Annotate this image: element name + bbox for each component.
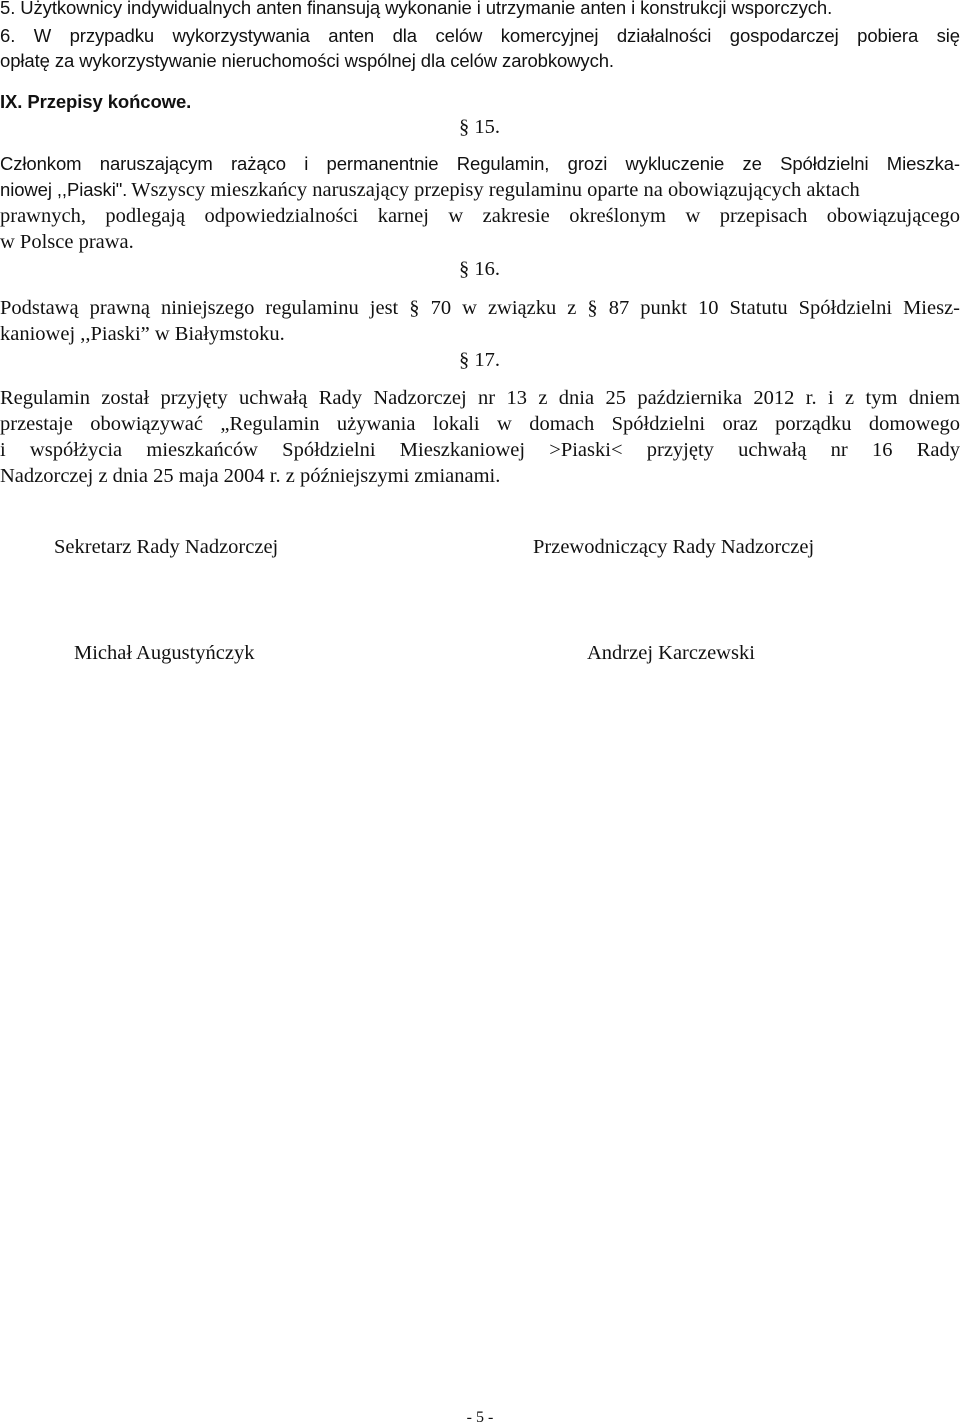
- section-16-number: § 16.: [459, 258, 500, 280]
- paragraph-6-line-2: opłatę za wykorzystywanie nieruchomości wspólnej dla celów zarobkowych.: [0, 50, 614, 71]
- section-17-line-1: Regulamin został przyjęty uchwałą Rady Nadzorczej nr 13 z dnia 25 października 2012 r. i z tym dniem: [0, 387, 960, 409]
- signature-left-title: Sekretarz Rady Nadzorczej: [54, 536, 279, 558]
- section-15-line-4: w Polsce prawa.: [0, 231, 134, 253]
- signature-right-title: Przewodniczący Rady Nadzorczej: [533, 536, 815, 558]
- section-17-line-3: i współżycia mieszkańców Spółdzielni Mieszkaniowej >Piaski< przyjęty uchwałą nr 16 Rady: [0, 439, 960, 461]
- section-15-line-1: Członkom naruszającym rażąco i permanentnie Regulamin, grozi wykluczenie ze Spółdzielni Mieszka-: [0, 153, 960, 174]
- section-15-number: § 15.: [459, 116, 500, 138]
- section-17-line-4: Nadzorczej z dnia 25 maja 2004 r. z późniejszymi zmianami.: [0, 465, 501, 487]
- paragraph-6-line-1: 6. W przypadku wykorzystywania anten dla celów komercyjnej działalności gospodarczej pobiera się: [0, 25, 960, 46]
- section-17-line-2: przestaje obowiązywać „Regulamin używania lokali w domach Spółdzielni oraz porządku domowego: [0, 413, 960, 435]
- signature-right-name: Andrzej Karczewski: [587, 642, 755, 664]
- section-15-line-2: niowej ,,Piaski". Wszyscy mieszkańcy naruszający przepisy regulaminu oparte na obowiązujących aktach: [0, 179, 860, 201]
- section-16-line-1: Podstawą prawną niniejszego regulaminu jest § 70 w związku z § 87 punkt 10 Statutu Spółdzielni Miesz-: [0, 297, 960, 319]
- section-16-line-2: kaniowej ,,Piaski” w Białymstoku.: [0, 323, 285, 345]
- chapter-heading: IX. Przepisy końcowe.: [0, 91, 192, 112]
- section-17-number: § 17.: [459, 349, 500, 371]
- paragraph-5: 5. Użytkownicy indywidualnych anten finansują wykonanie i utrzymanie anten i konstrukcji wsporczych.: [0, 0, 833, 18]
- signature-left-name: Michał Augustyńczyk: [74, 642, 255, 664]
- page-number: - 5 -: [466, 1409, 494, 1426]
- section-15-line-3: prawnych, podlegają odpowiedzialności karnej w zakresie określonym w przepisach obowiązującego: [0, 205, 960, 227]
